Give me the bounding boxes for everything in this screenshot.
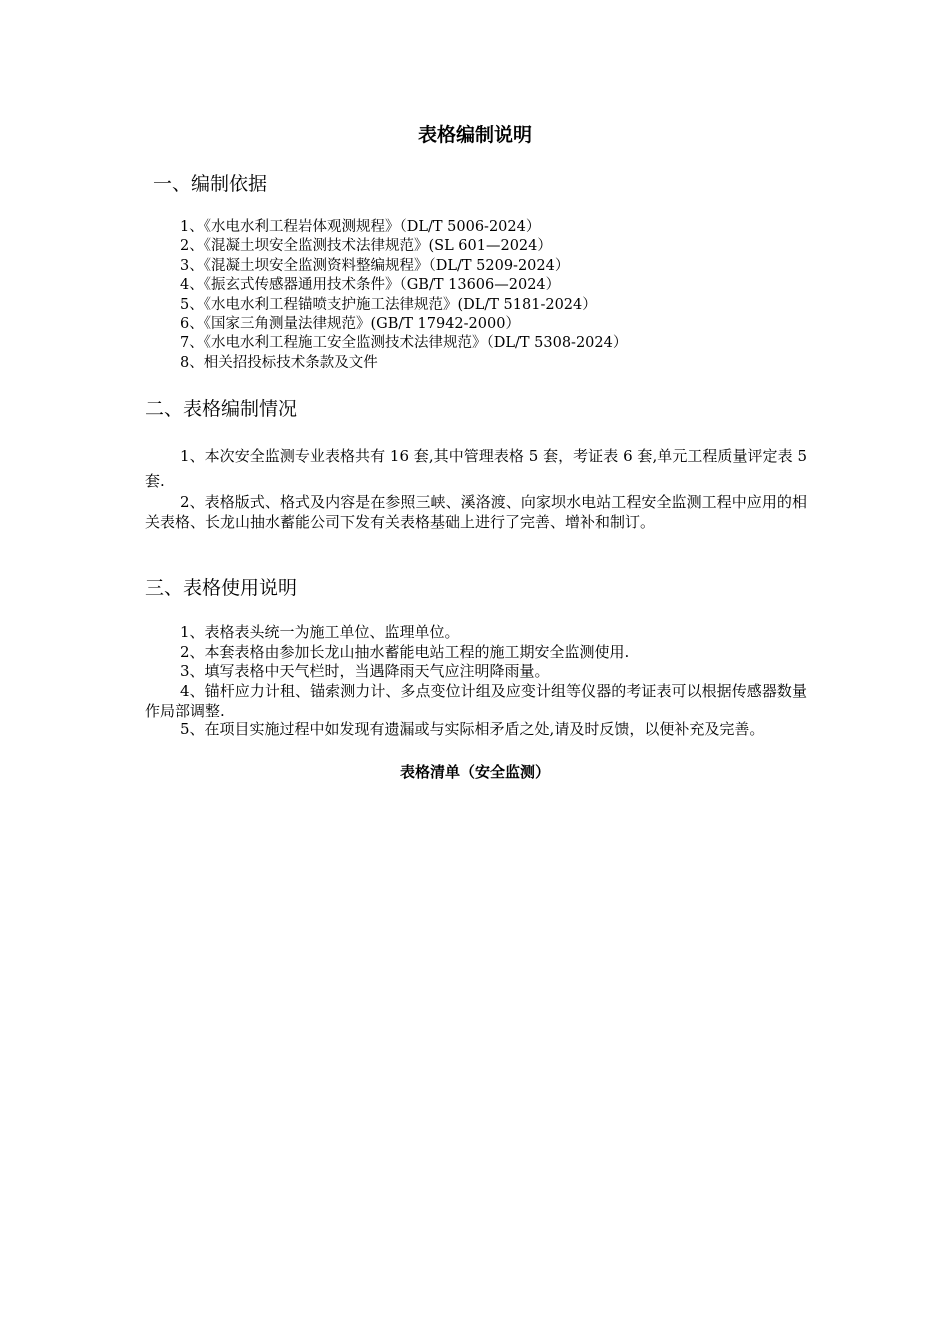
table-list-title: 表格清单（安全监测） — [399, 763, 550, 781]
list-item: 5、《水电水利工程锚喷支护施工法律规范》(DL/T 5181-2024） — [180, 296, 597, 313]
list-item: 2、《混凝土坝安全监测技术法律规范》(SL 601—2024） — [180, 238, 552, 255]
list-item: 1、《水电水利工程岩体观测规程》（DL/T 5006-2024） — [180, 219, 541, 235]
list-item: 6、《国家三角测量法律规范》(GB/T 17942-2000） — [180, 316, 520, 333]
list-item: 7、《水电水利工程施工安全监测技术法律规范》（DL/T 5308-2024） — [180, 335, 628, 352]
list-item: 3、《混凝土坝安全监测资料整编规程》（DL/T 5209-2024） — [180, 257, 570, 274]
paragraph: 5、在项目实施过程中如发现有遗漏或与实际相矛盾之处,请及时反馈，以便补充及完善。 — [180, 720, 765, 738]
paragraph: 3、填写表格中天气栏时，当遇降雨天气应注明降雨量。 — [180, 662, 550, 680]
list-item: 8、相关招投标技术条款及文件 — [180, 354, 378, 371]
section-heading-compilation: 二、表格编制情况 — [145, 398, 298, 420]
paragraph: 2、表格版式、格式及内容是在参照三峡、溪洛渡、向家坝水电站工程安全监测工程中应用的相关表格、长龙山抽水蓄能公司下发有关表格基础上进行了完善、增补和制订。 — [145, 493, 807, 531]
section-heading-usage: 三、表格使用说明 — [145, 577, 298, 599]
section-heading-basis: 一、编制依据 — [153, 173, 268, 195]
paragraph: 1、表格表头统一为施工单位、监理单位。 — [180, 623, 460, 641]
paragraph: 1、本次安全监测专业表格共有 16 套,其中管理表格 5 套，考证表 6 套,单元工程质量评定表 5 套. — [145, 447, 807, 490]
document-title: 表格编制说明 — [417, 124, 532, 146]
paragraph: 4、锚杆应力计租、锚索测力计、多点变位计组及应变计组等仪器的考证表可以根据传感器数量作局部调整. — [145, 682, 807, 720]
list-item: 4、《振玄式传感器通用技术条件》（GB/T 13606—2024） — [180, 277, 561, 294]
basis-list — [180, 218, 627, 373]
paragraph: 2、本套表格由参加长龙山抽水蓄能电站工程的施工期安全监测使用. — [180, 643, 630, 661]
